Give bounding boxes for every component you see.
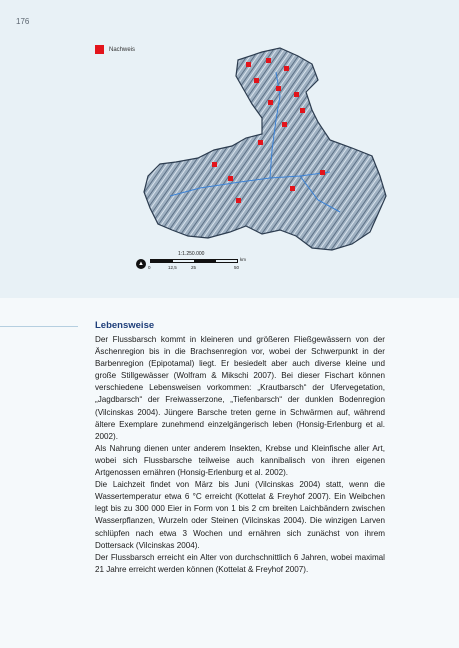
paragraph: Der Flussbarsch erreicht ein Alter von durchschnittlich 6 Jahren, wobei maximal 21 Jahre erreicht werden können (Kottelat & Freyhof 2007). xyxy=(95,552,385,574)
paragraph: Die Laichzeit findet von März bis Juni (Vilcinskas 2004) statt, wenn die Wassertemperatur etwa 6 °C erreicht (Kottelat & Freyhof 2007). Ein Weibchen legt bis zu 300 000 Eier in Form von 1 bis 2 cm breiten Laichbändern zwischen Wasserpflanzen, Wurzeln oder Steinen (Vilcinskas 2004). Die winzigen Larven schlüpfen nach etwa 3 Wochen und ernähren sich zunächst von ihrem Dottersack (Vilcinskas 2004). xyxy=(95,480,385,550)
scale-ratio: 1:1.250.000 xyxy=(178,251,205,257)
map-land-area xyxy=(144,48,386,250)
paragraph: Als Nahrung dienen unter anderem Insekten, Krebse und Kleinfische aller Art, wobei sich Flussbarsche teilweise auch kannibalisch von ihren eigenen Artgenossen ernähren (Honsig-Erlenburg et al. 2002). xyxy=(95,443,385,478)
scale-tick: 0 xyxy=(148,265,151,270)
salzburg-distribution-map xyxy=(0,0,459,298)
scale-unit: km xyxy=(240,257,246,262)
scale-tick: 50 xyxy=(234,265,240,270)
paragraph: Der Flussbarsch kommt in kleineren und größeren Fließgewässern von der Äschenregion bis in die Brachsenregion vor, wobei der Schwerpunkt in der Barbenregion (Epipotamal) liegt. Er besiedelt aber auch diverse kleine und große Stillgewässer (Wolfram & Mikschi 2007). Bei dieser Fischart können verschiedene Lebensweisen vorkommen: „Krautbarsch“ der Ufervegetation, „Jagdbarsch“ der Freiwasserzone, „Tiefenbarsch“ der dunklen Bodenregion (Vilcinskas 2004). Jüngere Barsche treten gerne in Schwärmen auf, während ältere Exemplare zunehmend einzelgängerisch leben (Honsig-Erlenburg et al. 2002). xyxy=(95,335,385,441)
scale-tick: 25 xyxy=(191,265,197,270)
section-rule xyxy=(0,326,78,327)
body-text xyxy=(95,334,385,576)
north-arrow-icon: ▲ xyxy=(136,259,146,269)
section-heading: Lebensweise xyxy=(95,320,155,331)
legend-label: Nachweis xyxy=(109,46,136,53)
scale-bar xyxy=(150,259,238,263)
scale-tick: 12,5 xyxy=(168,265,177,270)
page-number: 176 xyxy=(16,17,30,26)
